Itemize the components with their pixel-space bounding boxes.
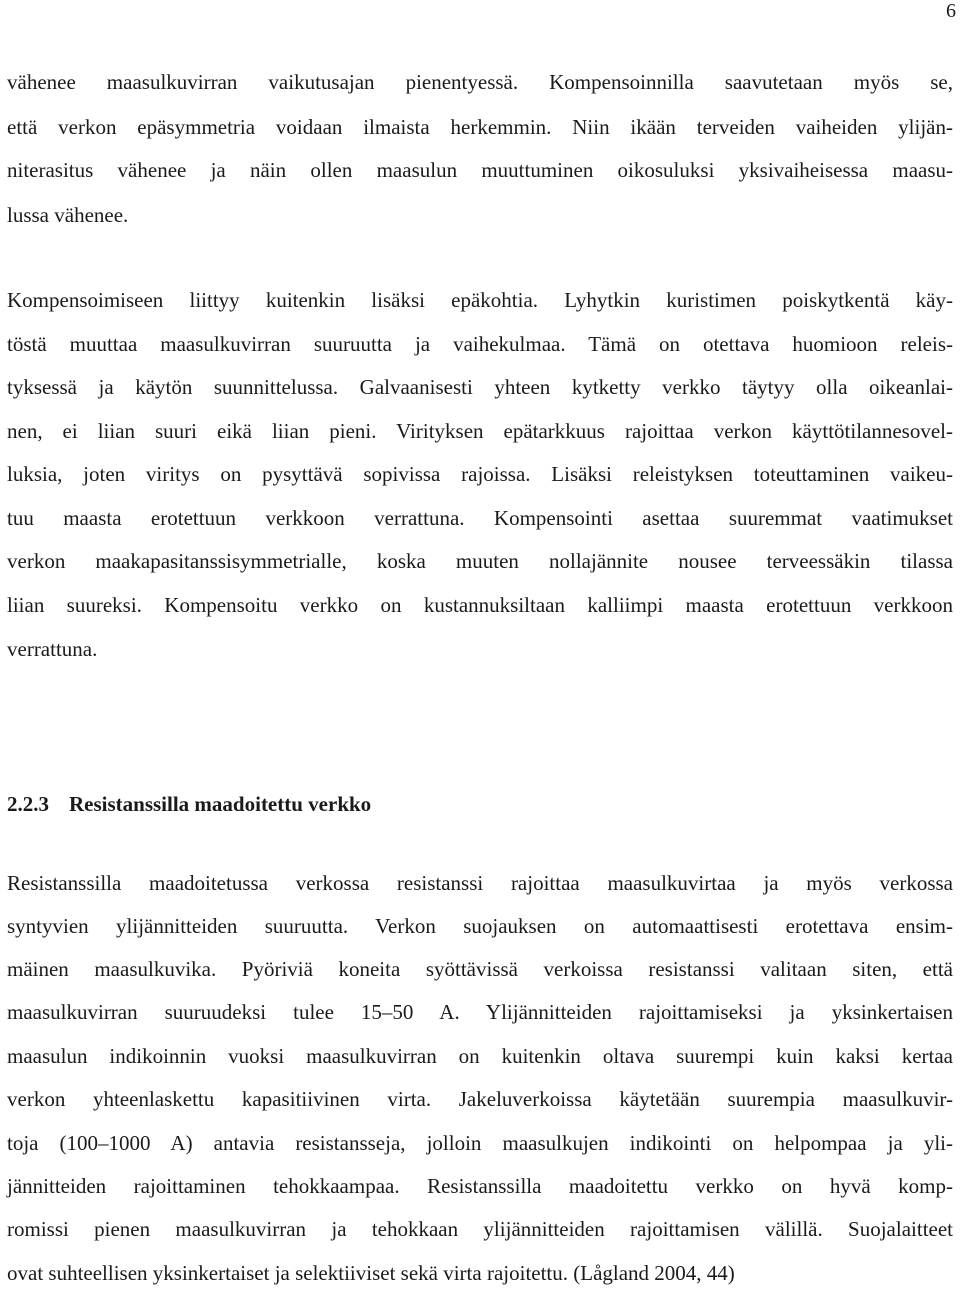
text-line: verrattuna. bbox=[7, 637, 98, 661]
text-line: tyksessä ja käytön suunnittelussa. Galvaanisesti yhteen kytketty verkko täytyy olla oikeanlai- bbox=[7, 375, 953, 399]
text-line: töstä muuttaa maasulkuvirran suuruutta ja vaihekulmaa. Tämä on otettava huomioon releis- bbox=[7, 332, 953, 356]
section-number: 2.2.3 bbox=[7, 792, 49, 816]
text-line: verkon yhteenlaskettu kapasitiivinen virta. Jakeluverkoissa käytetään suurempia maasulkuvir- bbox=[7, 1087, 953, 1111]
text-line: mäinen maasulkuvika. Pyöriviä koneita syöttävissä verkoissa resistanssi valitaan siten, että bbox=[7, 957, 953, 981]
text-line: lussa vähenee. bbox=[7, 203, 129, 227]
text-line: luksia, joten viritys on pysyttävä sopivissa rajoissa. Lisäksi releistyksen toteuttaminen vaikeu- bbox=[7, 462, 953, 486]
text-line: että verkon epäsymmetria voidaan ilmaista herkemmin. Niin ikään terveiden vaiheiden ylijän- bbox=[7, 115, 953, 139]
text-line: maasulun indikoinnin vuoksi maasulkuvirran on kuitenkin oltava suurempi kuin kaksi kertaa bbox=[7, 1044, 953, 1068]
text-line: toja (100–1000 A) antavia resistansseja, jolloin maasulkujen indikointi on helpompaa ja yli- bbox=[7, 1131, 953, 1155]
text-line: Resistanssilla maadoitetussa verkossa resistanssi rajoittaa maasulkuvirtaa ja myös verkossa bbox=[7, 871, 953, 895]
text-line: vähenee maasulkuvirran vaikutusajan pienentyessä. Kompensoinnilla saavutetaan myös se, bbox=[7, 70, 953, 94]
section-title: Resistanssilla maadoitettu verkko bbox=[69, 792, 372, 816]
page-number: 6 bbox=[946, 0, 956, 22]
text-line: verkon maakapasitanssisymmetrialle, koska muuten nollajännite nousee terveessäkin tilassa bbox=[7, 549, 953, 573]
text-line: jännitteiden rajoittaminen tehokkaampaa. Resistanssilla maadoitettu verkko on hyvä komp- bbox=[7, 1174, 953, 1198]
text-line: ovat suhteellisen yksinkertaiset ja selektiiviset sekä virta rajoitettu. (Lågland 2004, 44) bbox=[7, 1261, 735, 1285]
section-heading bbox=[7, 791, 371, 817]
text-line: liian suureksi. Kompensoitu verkko on kustannuksiltaan kalliimpi maasta erotettuun verkkoon bbox=[7, 593, 953, 617]
text-line: Kompensoimiseen liittyy kuitenkin lisäksi epäkohtia. Lyhytkin kuristimen poiskytkentä käy- bbox=[7, 288, 953, 312]
text-line: syntyvien ylijännitteiden suuruutta. Verkon suojauksen on automaattisesti erotettava ensim- bbox=[7, 914, 953, 938]
text-line: tuu maasta erotettuun verkkoon verrattuna. Kompensointi asettaa suuremmat vaatimukset bbox=[7, 506, 953, 530]
text-line: maasulkuvirran suuruudeksi tulee 15–50 A. Ylijännitteiden rajoittamiseksi ja yksinkertaisen bbox=[7, 1000, 953, 1024]
text-line: romissi pienen maasulkuvirran ja tehokkaan ylijännitteiden rajoittamisen välillä. Suojalaitteet bbox=[7, 1217, 953, 1241]
text-line: nen, ei liian suuri eikä liian pieni. Virityksen epätarkkuus rajoittaa verkon käyttötilannesovel- bbox=[7, 419, 953, 443]
text-line: niterasitus vähenee ja näin ollen maasulun muuttuminen oikosuluksi yksivaiheisessa maasu- bbox=[7, 158, 953, 182]
